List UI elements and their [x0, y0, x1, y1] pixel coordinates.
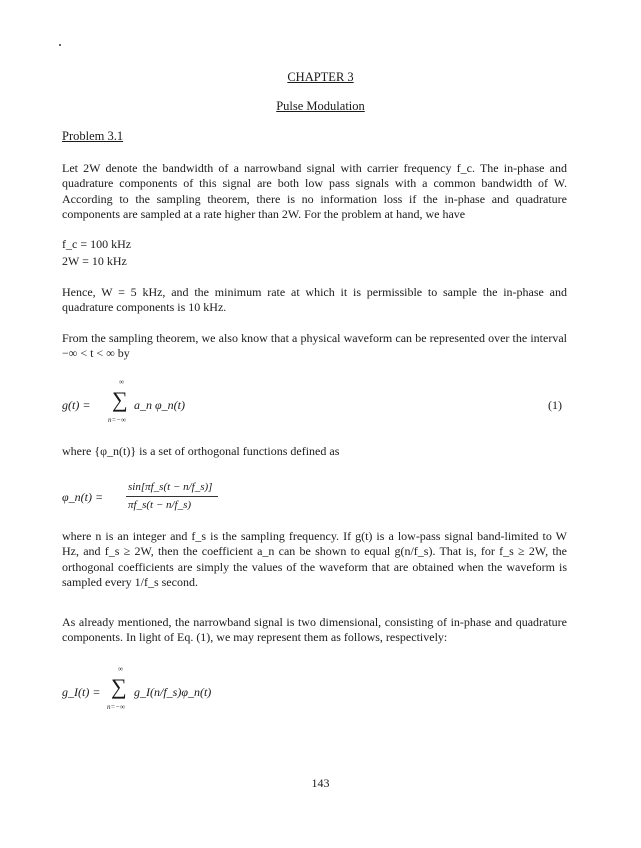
equation-phi-denominator: πf_s(t − n/f_s): [128, 499, 192, 511]
fraction-bar: [126, 496, 218, 497]
equation-2-upper-limit: ∞: [118, 665, 123, 673]
equation-1-upper-limit: ∞: [119, 378, 124, 386]
summation-symbol: ∑: [112, 387, 128, 412]
scan-speck: [59, 44, 61, 46]
equation-2-rhs: g_I(n/f_s)φ_n(t): [134, 685, 212, 699]
problem-heading: Problem 3.1: [62, 129, 124, 143]
equation-phi-numerator: sin[πf_s(t − n/f_s)]: [128, 481, 213, 493]
page-number: 143: [311, 776, 330, 790]
equation-1-rhs: a_n φ_n(t): [134, 398, 185, 412]
equation-1-lower-limit: n=−∞: [108, 416, 126, 424]
given-bandwidth: 2W = 10 kHz: [62, 254, 127, 268]
given-carrier-frequency: f_c = 100 kHz: [62, 237, 132, 251]
chapter-subtitle: Pulse Modulation: [276, 99, 365, 113]
equation-phi-lhs: φ_n(t) =: [62, 490, 104, 504]
paragraph-1: Let 2W denote the bandwidth of a narrowband signal with carrier frequency f_c. The in-phase and quadrature components of this signal are both low pass signals with a common bandwidth of W. According to the sampling theorem, there is no information loss if the in-phase and quadrature components are sampled at a rate higher than 2W. For the problem at hand, we have: [62, 161, 567, 221]
equation-1-number: (1): [548, 398, 562, 412]
paragraph-4: where n is an integer and f_s is the sampling frequency. If g(t) is a low-pass signal band-limited to W Hz, and f_s ≥ 2W, then the coefficient a_n can be shown to equal g(n/f_s). That is, for f_s ≥ 2W, the orthogonal coefficients are simply the values of the waveform that are obtained when the waveform is sampled every 1/f_s second.: [62, 529, 567, 589]
paragraph-5: As already mentioned, the narrowband signal is two dimensional, consisting of in-phase and quadrature components. In light of Eq. (1), we may represent them as follows, respectively:: [62, 615, 567, 645]
equation-2-lhs: g_I(t) =: [62, 685, 101, 699]
equation-1-lhs: g(t) =: [62, 398, 91, 412]
equation-2-lower-limit: n=−∞: [107, 703, 125, 711]
paragraph-3: From the sampling theorem, we also know that a physical waveform can be represented over the interval −∞ < t < ∞ by: [62, 331, 567, 361]
chapter-heading: CHAPTER 3: [287, 70, 354, 84]
summation-symbol-2: ∑: [111, 674, 127, 699]
paragraph-2: Hence, W = 5 kHz, and the minimum rate at which it is permissible to sample the in-phase and quadrature components is 10 kHz.: [62, 285, 567, 315]
where-text: where {φ_n(t)} is a set of orthogonal functions defined as: [62, 444, 340, 458]
